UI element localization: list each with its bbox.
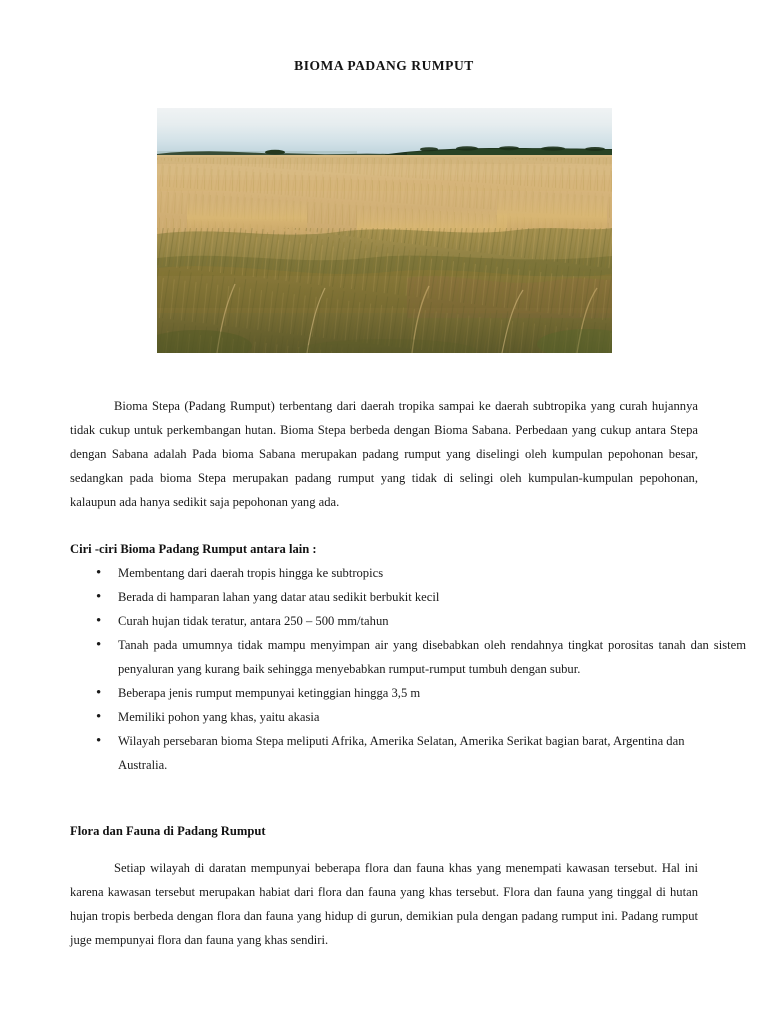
bullet-icon: •	[96, 589, 102, 605]
list-item	[70, 681, 746, 705]
list-item-text: Beberapa jenis rumput mempunyai ketinggian hingga 3,5 m	[118, 686, 421, 700]
list-item	[70, 585, 746, 609]
list-item-text: Memiliki pohon yang khas, yaitu akasia	[118, 710, 320, 724]
list-item	[70, 729, 714, 777]
list-item-text: Curah hujan tidak teratur, antara 250 – 500 mm/tahun	[118, 614, 389, 628]
ciri-bullet-list	[70, 561, 746, 777]
list-item	[70, 609, 746, 633]
list-item-text: Tanah pada umumnya tidak mampu menyimpan air yang disebabkan oleh rendahnya tingkat porositas tanah dan sistem penyaluran yang kurang baik sehingga menyebabkan rumput-rumput tumbuh dengan subur.	[118, 638, 746, 676]
section-heading-ciri: Ciri -ciri Bioma Padang Rumput antara lain :	[70, 542, 317, 556]
flora-paragraph: Setiap wilayah di daratan mempunyai beberapa flora dan fauna khas yang menempati kawasan tersebut. Hal ini karena kawasan tersebut merupakan habiat dari flora dan fauna yang khas tersebut. Flora dan fauna yang tinggal di hutan hujan tropis berbeda dengan flora dan fauna yang hidup di gurun, demikian pula dengan padang rumput ini. Padang rumput juge mempunyai flora dan fauna yang khas sendiri.	[70, 860, 698, 947]
bullet-icon: •	[96, 733, 102, 749]
list-item-text: Wilayah persebaran bioma Stepa meliputi Afrika, Amerika Selatan, Amerika Serikat bagian barat, Argentina dan Australia.	[118, 734, 685, 772]
section-heading-flora: Flora dan Fauna di Padang Rumput	[70, 824, 266, 838]
bullet-icon: •	[96, 637, 102, 653]
figure-grassland	[157, 108, 612, 353]
grassland-steppe-photo	[157, 108, 612, 353]
intro-paragraph: Bioma Stepa (Padang Rumput) terbentang dari daerah tropika sampai ke daerah subtropika yang curah hujannya tidak cukup untuk perkembangan hutan. Bioma Stepa berbeda dengan Bioma Sabana. Perbedaan yang cukup antara Stepa dengan Sabana adalah Pada bioma Sabana merupakan padang rumput yang diselingi oleh kumpulan pepohonan besar, sedangkan pada bioma Stepa merupakan padang rumput yang tidak di selingi oleh kumpulan-kumpulan pepohonan, kalaupun ada hanya sedikit saja pepohonan yang ada.	[70, 398, 698, 509]
bullet-icon: •	[96, 613, 102, 629]
bullet-icon: •	[96, 565, 102, 581]
list-item	[70, 705, 746, 729]
list-item-text: Membentang dari daerah tropis hingga ke subtropics	[118, 566, 384, 580]
list-item	[70, 561, 746, 585]
page-title: BIOMA PADANG RUMPUT	[294, 58, 474, 73]
bullet-icon: •	[96, 685, 102, 701]
list-item	[70, 633, 746, 681]
bullet-icon: •	[96, 709, 102, 725]
list-item-text: Berada di hamparan lahan yang datar atau sedikit berbukit kecil	[118, 590, 440, 604]
